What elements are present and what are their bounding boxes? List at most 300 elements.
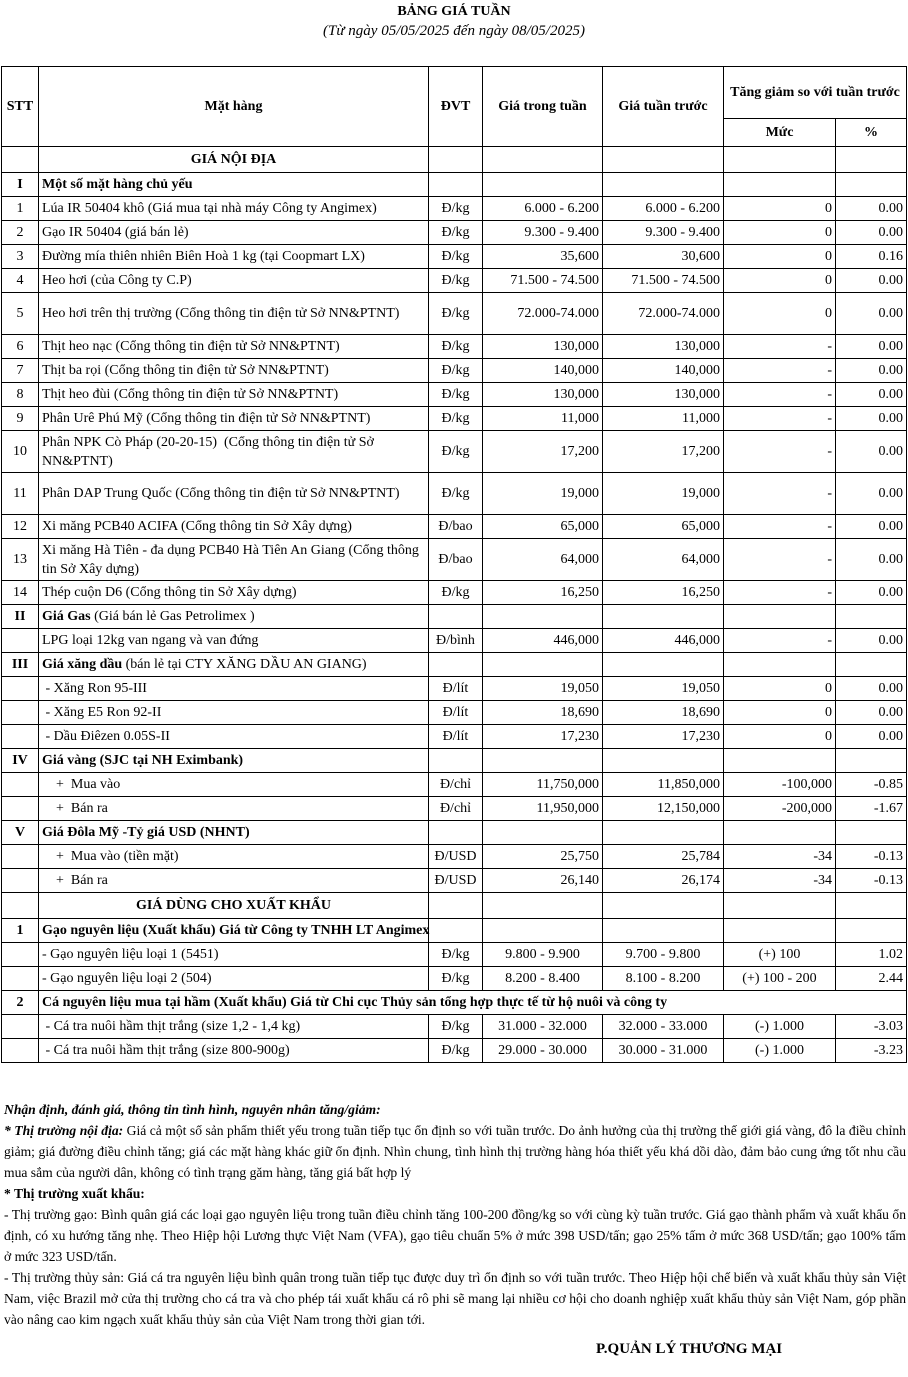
unit-cell: Đ/bao xyxy=(429,515,483,539)
empty-cell xyxy=(483,749,603,773)
empty-cell xyxy=(724,893,836,919)
empty-cell xyxy=(483,173,603,197)
group-title-bold: Gạo nguyên liệu (Xuất khẩu) Giá từ Công ty TNHH LT Angimex xyxy=(42,923,430,938)
change-amount: -100,000 xyxy=(724,773,836,797)
stt-cell: 4 xyxy=(2,269,39,293)
table-row xyxy=(2,845,907,869)
price-this-week: 17,200 xyxy=(483,431,603,473)
change-amount: 0 xyxy=(724,221,836,245)
stt-cell: 8 xyxy=(2,383,39,407)
item-name: Đường mía thiên nhiên Biên Hoà 1 kg (tại Coopmart LX) xyxy=(39,245,429,269)
change-pct: 0.00 xyxy=(836,335,907,359)
price-table xyxy=(1,66,907,1063)
group-title xyxy=(39,605,429,629)
item-name: Xi măng PCB40 ACIFA (Cổng thông tin Sở Xây dựng) xyxy=(39,515,429,539)
change-pct: -0.13 xyxy=(836,869,907,893)
change-pct: -1.67 xyxy=(836,797,907,821)
unit-cell: Đ/lít xyxy=(429,677,483,701)
table-row xyxy=(2,269,907,293)
price-this-week: 9.800 - 9.900 xyxy=(483,943,603,967)
empty-cell xyxy=(836,147,907,173)
header-item: Mặt hàng xyxy=(39,67,429,147)
group-title-note: (bán lẻ tại CTY XĂNG DẦU AN GIANG) xyxy=(122,657,367,672)
stt-cell: 5 xyxy=(2,293,39,335)
group-row xyxy=(2,991,907,1015)
unit-cell: Đ/kg xyxy=(429,197,483,221)
stt-cell xyxy=(2,893,39,919)
price-this-week: 446,000 xyxy=(483,629,603,653)
empty-cell xyxy=(429,893,483,919)
notes-heading: Nhận định, đánh giá, thông tin tình hình, nguyên nhân tăng/giảm: xyxy=(4,1102,381,1117)
item-name: Thép cuộn D6 (Cổng thông tin Sở Xây dựng) xyxy=(39,581,429,605)
stt-cell: 13 xyxy=(2,539,39,581)
empty-cell xyxy=(429,821,483,845)
group-title xyxy=(39,749,429,773)
price-last-week: 17,230 xyxy=(603,725,724,749)
change-amount: 0 xyxy=(724,701,836,725)
section-title: GIÁ DÙNG CHO XUẤT KHẨU xyxy=(39,893,429,919)
group-stt: IV xyxy=(2,749,39,773)
notes xyxy=(4,1099,906,1330)
empty-cell xyxy=(429,653,483,677)
change-amount: (-) 1.000 xyxy=(724,1039,836,1063)
page-title: BẢNG GIÁ TUẦN xyxy=(397,4,511,19)
empty-cell xyxy=(429,749,483,773)
empty-cell xyxy=(836,893,907,919)
price-this-week: 130,000 xyxy=(483,335,603,359)
table-row xyxy=(2,359,907,383)
empty-cell xyxy=(483,605,603,629)
unit-cell: Đ/chỉ xyxy=(429,773,483,797)
table-row xyxy=(2,677,907,701)
notes-export-heading: * Thị trường xuất khẩu: xyxy=(4,1186,145,1201)
change-amount: - xyxy=(724,383,836,407)
table-row xyxy=(2,221,907,245)
stt-cell xyxy=(2,629,39,653)
price-last-week: 19,050 xyxy=(603,677,724,701)
unit-cell: Đ/kg xyxy=(429,967,483,991)
item-name: + Mua vào (tiền mặt) xyxy=(39,845,429,869)
change-pct: 0.00 xyxy=(836,221,907,245)
group-stt: II xyxy=(2,605,39,629)
stt-cell xyxy=(2,725,39,749)
table-row xyxy=(2,943,907,967)
empty-cell xyxy=(724,749,836,773)
price-this-week: 26,140 xyxy=(483,869,603,893)
table-row xyxy=(2,701,907,725)
table-row xyxy=(2,869,907,893)
empty-cell xyxy=(603,605,724,629)
stt-cell: 6 xyxy=(2,335,39,359)
notes-domestic xyxy=(4,1120,906,1183)
notes-seafood: - Thị trường thủy sản: Giá cá tra nguyên liệu bình quân trong tuần tiếp tục được duy trì ổn định so với tuần trước. Theo Hiệp hội chế biến và xuất khẩu thủy sản Việt Nam, việc Brazil mở cửa thị trường cho cá tra và cho phép tái xuất khẩu cá rô phi sẽ mang lại nhiều cơ hội cho doanh nghiệp xuất khẩu thủy sản Việt Nam, góp phần vào nâng cao kim ngạch xuất khẩu thủy sản của Việt Nam trong thời gian tới. xyxy=(4,1270,906,1327)
header-change-pct: % xyxy=(836,119,907,147)
price-this-week: 19,050 xyxy=(483,677,603,701)
stt-cell xyxy=(2,701,39,725)
stt-cell xyxy=(2,943,39,967)
price-this-week: 72.000-74.000 xyxy=(483,293,603,335)
change-pct: 0.00 xyxy=(836,197,907,221)
change-pct: 0.00 xyxy=(836,515,907,539)
table-row xyxy=(2,797,907,821)
group-stt: I xyxy=(2,173,39,197)
page-subtitle: (Từ ngày 05/05/2025 đến ngày 08/05/2025) xyxy=(323,23,585,39)
item-name: - Gạo nguyên liệu loại 2 (504) xyxy=(39,967,429,991)
unit-cell: Đ/kg xyxy=(429,581,483,605)
price-this-week: 64,000 xyxy=(483,539,603,581)
price-this-week: 11,750,000 xyxy=(483,773,603,797)
price-this-week: 11,950,000 xyxy=(483,797,603,821)
empty-cell xyxy=(836,173,907,197)
price-last-week: 9.300 - 9.400 xyxy=(603,221,724,245)
change-pct: 0.00 xyxy=(836,431,907,473)
group-title-note: (Giá bán lẻ Gas Petrolimex ) xyxy=(90,609,255,624)
empty-cell xyxy=(836,605,907,629)
stt-cell xyxy=(2,147,39,173)
table-row xyxy=(2,245,907,269)
item-name: LPG loại 12kg van ngang và van đứng xyxy=(39,629,429,653)
stt-cell: 14 xyxy=(2,581,39,605)
change-amount: 0 xyxy=(724,269,836,293)
change-pct: 0.00 xyxy=(836,293,907,335)
item-name: Phân NPK Cò Pháp (20-20-15) (Cổng thông tin điện tử Sở NN&PTNT) xyxy=(39,431,429,473)
item-name: Thịt ba rọi (Cổng thông tin điện tử Sở NN&PTNT) xyxy=(39,359,429,383)
change-pct: 0.16 xyxy=(836,245,907,269)
header-this-week: Giá trong tuần xyxy=(483,67,603,147)
item-name: Heo hơi trên thị trường (Cổng thông tin điện tử Sở NN&PTNT) xyxy=(39,293,429,335)
unit-cell: Đ/USD xyxy=(429,845,483,869)
price-last-week: 72.000-74.000 xyxy=(603,293,724,335)
price-this-week: 71.500 - 74.500 xyxy=(483,269,603,293)
group-title xyxy=(39,821,429,845)
price-last-week: 446,000 xyxy=(603,629,724,653)
price-last-week: 30.000 - 31.000 xyxy=(603,1039,724,1063)
group-row xyxy=(2,821,907,845)
stt-cell xyxy=(2,845,39,869)
unit-cell: Đ/kg xyxy=(429,221,483,245)
change-amount: - xyxy=(724,539,836,581)
price-last-week: 71.500 - 74.500 xyxy=(603,269,724,293)
change-amount: - xyxy=(724,335,836,359)
change-amount: (-) 1.000 xyxy=(724,1015,836,1039)
table-row xyxy=(2,539,907,581)
item-name: - Xăng Ron 95-III xyxy=(39,677,429,701)
empty-cell xyxy=(603,147,724,173)
change-pct: -0.85 xyxy=(836,773,907,797)
empty-cell xyxy=(836,821,907,845)
empty-cell xyxy=(724,147,836,173)
group-title-bold: Một số mặt hàng chủ yếu xyxy=(42,177,193,192)
price-this-week: 140,000 xyxy=(483,359,603,383)
change-amount: - xyxy=(724,515,836,539)
unit-cell: Đ/USD xyxy=(429,869,483,893)
change-amount: 0 xyxy=(724,725,836,749)
item-name: Phân DAP Trung Quốc (Cổng thông tin điện tử Sở NN&PTNT) xyxy=(39,473,429,515)
item-name: Heo hơi (của Công ty C.P) xyxy=(39,269,429,293)
price-this-week: 65,000 xyxy=(483,515,603,539)
table-row xyxy=(2,1039,907,1063)
price-last-week: 140,000 xyxy=(603,359,724,383)
empty-cell xyxy=(483,821,603,845)
change-amount: 0 xyxy=(724,293,836,335)
stt-cell xyxy=(2,869,39,893)
stt-cell: 10 xyxy=(2,431,39,473)
table-row xyxy=(2,293,907,335)
empty-cell xyxy=(429,605,483,629)
empty-cell xyxy=(836,653,907,677)
table-row xyxy=(2,629,907,653)
notes-rice: - Thị trường gạo: Bình quân giá các loại gạo nguyên liệu trong tuần điều chỉnh tăng 100-200 đồng/kg so với cùng kỳ tuần trước. Giá gạo thành phẩm và xuất khẩu ổn định, có xu hướng tăng nhẹ. Theo Hiệp hội Lương thực Việt Nam (VFA), gạo tiêu chuẩn 5% ở mức 398 USD/tấn; gạo 25% tấm ở mức 368 USD/tấn; gạo 100% tấm ở mức 323 USD/tấn. xyxy=(4,1207,906,1264)
change-amount: 0 xyxy=(724,197,836,221)
price-last-week: 25,784 xyxy=(603,845,724,869)
table-row xyxy=(2,515,907,539)
price-last-week: 18,690 xyxy=(603,701,724,725)
change-pct: -3.23 xyxy=(836,1039,907,1063)
empty-cell xyxy=(429,919,483,943)
price-this-week: 17,230 xyxy=(483,725,603,749)
group-title xyxy=(39,653,429,677)
price-last-week: 65,000 xyxy=(603,515,724,539)
price-last-week: 19,000 xyxy=(603,473,724,515)
change-pct: -0.13 xyxy=(836,845,907,869)
price-this-week: 8.200 - 8.400 xyxy=(483,967,603,991)
group-stt: III xyxy=(2,653,39,677)
change-amount: - xyxy=(724,581,836,605)
header-unit: ĐVT xyxy=(429,67,483,147)
empty-cell xyxy=(429,147,483,173)
change-amount: (+) 100 xyxy=(724,943,836,967)
change-pct: 0.00 xyxy=(836,473,907,515)
change-pct: 0.00 xyxy=(836,677,907,701)
unit-cell: Đ/lít xyxy=(429,701,483,725)
group-row xyxy=(2,173,907,197)
empty-cell xyxy=(724,821,836,845)
section-row xyxy=(2,893,907,919)
group-title xyxy=(39,919,429,943)
item-name: + Bán ra xyxy=(39,869,429,893)
unit-cell: Đ/kg xyxy=(429,335,483,359)
unit-cell: Đ/kg xyxy=(429,407,483,431)
item-name: Phân Urê Phú Mỹ (Cổng thông tin điện tử Sở NN&PTNT) xyxy=(39,407,429,431)
group-stt: V xyxy=(2,821,39,845)
change-pct: 0.00 xyxy=(836,359,907,383)
section-title: GIÁ NỘI ĐỊA xyxy=(39,147,429,173)
price-table-body xyxy=(2,147,907,1063)
group-title-bold: Cá nguyên liệu mua tại hầm (Xuất khẩu) Giá từ Chi cục Thủy sản tổng hợp thực tế từ hộ nuôi và công ty xyxy=(42,995,668,1010)
price-last-week: 130,000 xyxy=(603,335,724,359)
table-row xyxy=(2,473,907,515)
unit-cell: Đ/kg xyxy=(429,1039,483,1063)
stt-cell: 3 xyxy=(2,245,39,269)
price-last-week: 32.000 - 33.000 xyxy=(603,1015,724,1039)
empty-cell xyxy=(603,919,724,943)
table-row xyxy=(2,407,907,431)
empty-cell xyxy=(724,605,836,629)
table-row xyxy=(2,581,907,605)
price-this-week: 18,690 xyxy=(483,701,603,725)
unit-cell: Đ/kg xyxy=(429,245,483,269)
price-last-week: 6.000 - 6.200 xyxy=(603,197,724,221)
change-pct: 0.00 xyxy=(836,383,907,407)
price-this-week: 25,750 xyxy=(483,845,603,869)
header-change-amount: Mức xyxy=(724,119,836,147)
price-this-week: 31.000 - 32.000 xyxy=(483,1015,603,1039)
price-last-week: 30,600 xyxy=(603,245,724,269)
price-last-week: 17,200 xyxy=(603,431,724,473)
table-row xyxy=(2,773,907,797)
change-amount: 0 xyxy=(724,245,836,269)
change-pct: 0.00 xyxy=(836,269,907,293)
notes-domestic-heading: * Thị trường nội địa: xyxy=(4,1123,124,1138)
price-this-week: 16,250 xyxy=(483,581,603,605)
price-this-week: 130,000 xyxy=(483,383,603,407)
group-title xyxy=(39,173,429,197)
group-title-bold: Giá xăng dầu xyxy=(42,657,123,672)
unit-cell: Đ/chỉ xyxy=(429,797,483,821)
change-pct: 0.00 xyxy=(836,539,907,581)
empty-cell xyxy=(724,653,836,677)
change-pct: 1.02 xyxy=(836,943,907,967)
empty-cell xyxy=(724,173,836,197)
price-last-week: 64,000 xyxy=(603,539,724,581)
change-amount: - xyxy=(724,359,836,383)
unit-cell: Đ/kg xyxy=(429,473,483,515)
price-last-week: 8.100 - 8.200 xyxy=(603,967,724,991)
item-name: Gạo IR 50404 (giá bán lẻ) xyxy=(39,221,429,245)
change-pct: 0.00 xyxy=(836,725,907,749)
unit-cell: Đ/kg xyxy=(429,383,483,407)
header-change: Tăng giảm so với tuần trước xyxy=(724,67,907,119)
price-last-week: 26,174 xyxy=(603,869,724,893)
stt-cell: 11 xyxy=(2,473,39,515)
empty-cell xyxy=(483,919,603,943)
table-row xyxy=(2,335,907,359)
stt-cell: 7 xyxy=(2,359,39,383)
change-amount: - xyxy=(724,629,836,653)
price-this-week: 11,000 xyxy=(483,407,603,431)
header-stt: STT xyxy=(2,67,39,147)
change-pct: 0.00 xyxy=(836,629,907,653)
change-pct: 0.00 xyxy=(836,581,907,605)
group-row xyxy=(2,749,907,773)
empty-cell xyxy=(483,147,603,173)
empty-cell xyxy=(603,749,724,773)
unit-cell: Đ/kg xyxy=(429,943,483,967)
unit-cell: Đ/kg xyxy=(429,269,483,293)
stt-cell xyxy=(2,1039,39,1063)
group-row xyxy=(2,919,907,943)
change-amount: - xyxy=(724,473,836,515)
stt-cell: 12 xyxy=(2,515,39,539)
group-title-bold: Giá vàng (SJC tại NH Eximbank) xyxy=(42,753,244,768)
group-stt: 1 xyxy=(2,919,39,943)
empty-cell xyxy=(483,893,603,919)
price-last-week: 9.700 - 9.800 xyxy=(603,943,724,967)
price-last-week: 12,150,000 xyxy=(603,797,724,821)
price-this-week: 9.300 - 9.400 xyxy=(483,221,603,245)
stt-cell xyxy=(2,773,39,797)
empty-cell xyxy=(724,919,836,943)
table-row xyxy=(2,1015,907,1039)
group-title-bold: Giá Đôla Mỹ -Tỷ giá USD (NHNT) xyxy=(42,825,250,840)
unit-cell: Đ/kg xyxy=(429,293,483,335)
price-this-week: 35,600 xyxy=(483,245,603,269)
stt-cell: 1 xyxy=(2,197,39,221)
unit-cell: Đ/bao xyxy=(429,539,483,581)
change-amount: - xyxy=(724,431,836,473)
item-name: - Xăng E5 Ron 92-II xyxy=(39,701,429,725)
table-row xyxy=(2,431,907,473)
price-this-week: 19,000 xyxy=(483,473,603,515)
change-amount: -200,000 xyxy=(724,797,836,821)
empty-cell xyxy=(603,893,724,919)
unit-cell: Đ/kg xyxy=(429,431,483,473)
price-this-week: 6.000 - 6.200 xyxy=(483,197,603,221)
change-amount: - xyxy=(724,407,836,431)
stt-cell: 9 xyxy=(2,407,39,431)
table-row xyxy=(2,725,907,749)
group-row xyxy=(2,653,907,677)
item-name: - Dầu Điêzen 0.05S-II xyxy=(39,725,429,749)
price-this-week: 29.000 - 30.000 xyxy=(483,1039,603,1063)
item-name: - Gạo nguyên liệu loại 1 (5451) xyxy=(39,943,429,967)
unit-cell: Đ/kg xyxy=(429,1015,483,1039)
unit-cell: Đ/kg xyxy=(429,359,483,383)
price-last-week: 11,000 xyxy=(603,407,724,431)
empty-cell xyxy=(603,173,724,197)
change-amount: -34 xyxy=(724,869,836,893)
change-amount: 0 xyxy=(724,677,836,701)
change-pct: -3.03 xyxy=(836,1015,907,1039)
item-name: Thịt heo đùi (Cổng thông tin điện tử Sở NN&PTNT) xyxy=(39,383,429,407)
empty-cell xyxy=(429,173,483,197)
unit-cell: Đ/lít xyxy=(429,725,483,749)
empty-cell xyxy=(836,749,907,773)
empty-cell xyxy=(603,821,724,845)
stt-cell xyxy=(2,967,39,991)
item-name: Xi măng Hà Tiên - đa dụng PCB40 Hà Tiên An Giang (Cổng thông tin Sở Xây dựng) xyxy=(39,539,429,581)
table-row xyxy=(2,383,907,407)
section-row xyxy=(2,147,907,173)
price-last-week: 11,850,000 xyxy=(603,773,724,797)
stt-cell xyxy=(2,677,39,701)
group-row xyxy=(2,605,907,629)
item-name: + Bán ra xyxy=(39,797,429,821)
item-name: - Cá tra nuôi hầm thịt trắng (size 800-900g) xyxy=(39,1039,429,1063)
change-pct: 0.00 xyxy=(836,701,907,725)
item-name: Thịt heo nạc (Cổng thông tin điện tử Sở NN&PTNT) xyxy=(39,335,429,359)
change-pct: 2.44 xyxy=(836,967,907,991)
item-name: - Cá tra nuôi hầm thịt trắng (size 1,2 - 1,4 kg) xyxy=(39,1015,429,1039)
price-last-week: 130,000 xyxy=(603,383,724,407)
group-stt: 2 xyxy=(2,991,39,1015)
empty-cell xyxy=(836,919,907,943)
unit-cell: Đ/bình xyxy=(429,629,483,653)
table-row xyxy=(2,967,907,991)
stt-cell: 2 xyxy=(2,221,39,245)
item-name: Lúa IR 50404 khô (Giá mua tại nhà máy Công ty Angimex) xyxy=(39,197,429,221)
change-pct: 0.00 xyxy=(836,407,907,431)
header-last-week: Giá tuần trước xyxy=(603,67,724,147)
table-row xyxy=(2,197,907,221)
price-last-week: 16,250 xyxy=(603,581,724,605)
change-amount: -34 xyxy=(724,845,836,869)
stt-cell xyxy=(2,1015,39,1039)
empty-cell xyxy=(483,653,603,677)
stt-cell xyxy=(2,797,39,821)
item-name: + Mua vào xyxy=(39,773,429,797)
signature: P.QUẢN LÝ THƯƠNG MẠI xyxy=(596,1341,783,1357)
